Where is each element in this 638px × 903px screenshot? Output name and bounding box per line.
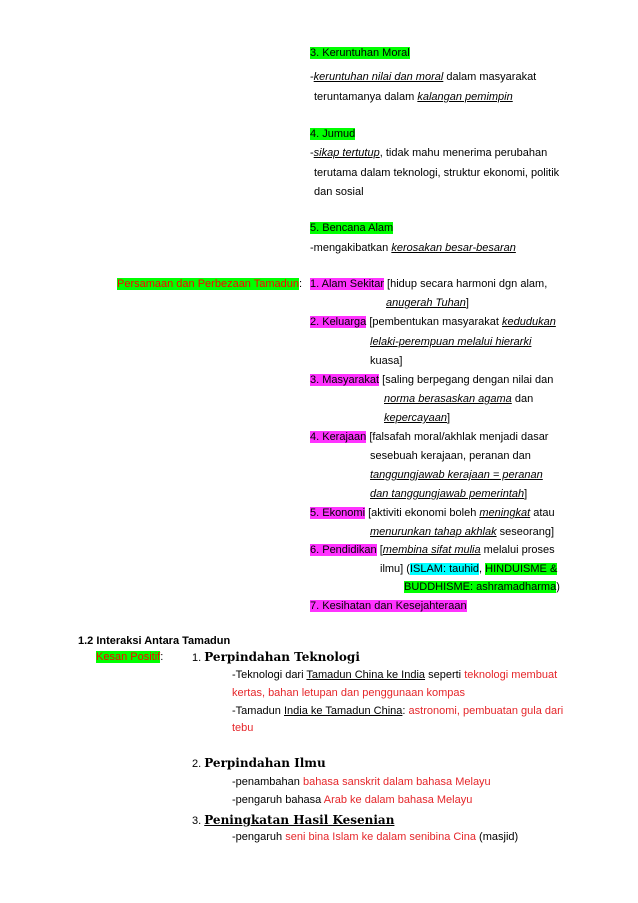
item-kesihatan: 7. Kesihatan dan Kesejahteraan <box>310 600 467 612</box>
item-pendidikan: 6. Pendidikan [membina sifat mulia melalui proses <box>310 544 555 556</box>
kesenian-line1: -pengaruh seni bina Islam ke dalam senibina Cina (masjid) <box>232 831 519 843</box>
jumud-line3: dan sosial <box>314 186 364 198</box>
item-alam-sekitar: 1. Alam Sekitar [hidup secara harmoni dgn alam, <box>310 278 548 290</box>
item-keluarga-line3: kuasa] <box>370 355 403 367</box>
item-masyarakat: 3. Masyarakat [saling berpegang dengan nilai dan <box>310 374 554 386</box>
bencana-alam-line1: -mengakibatkan kerosakan besar-besaran <box>310 242 516 254</box>
item-alam-sekitar-line2: anugerah Tuhan] <box>386 297 469 309</box>
perpindahan-teknologi-title: 1. Perpindahan Teknologi <box>192 650 360 664</box>
item-pendidikan-line3: BUDDHISME: ashramadharma) <box>404 581 560 593</box>
keruntuhan-moral-title: 3. Keruntuhan Moral <box>310 47 410 59</box>
peningkatan-kesenian-title: 3. Peningkatan Hasil Kesenian <box>192 813 395 827</box>
item-kerajaan-line3: tanggungjawab kerajaan = peranan <box>370 469 543 481</box>
item-kerajaan-line2: sesebuah kerajaan, peranan dan <box>370 450 531 462</box>
item-masyarakat-line3: kepercayaan] <box>384 412 451 424</box>
item-kerajaan-line4: dan tanggungjawab pemerintah] <box>370 488 528 500</box>
jumud-line2: terutama dalam teknologi, struktur ekonomi, politik <box>314 167 560 179</box>
item-keluarga-line2: lelaki-perempuan melalui hierarki <box>370 336 532 348</box>
jumud-line1: -sikap tertutup, tidak mahu menerima perubahan <box>310 147 548 159</box>
teknologi-line1: -Teknologi dari Tamadun China ke India seperti teknologi membuat <box>232 669 558 681</box>
item-keluarga: 2. Keluarga [pembentukan masyarakat kedudukan <box>310 316 556 328</box>
teknologi-line4: tebu <box>232 722 254 734</box>
item-masyarakat-line2: norma berasaskan agama dan <box>384 393 534 405</box>
teknologi-line3: -Tamadun India ke Tamadun China: astronomi, pembuatan gula dari <box>232 705 564 717</box>
kesan-positif-label: Kesan Positif: <box>96 651 164 663</box>
item-ekonomi-line2: menurunkan tahap akhlak seseorang] <box>370 526 555 538</box>
ilmu-line2: -pengaruh bahasa Arab ke dalam bahasa Melayu <box>232 794 473 806</box>
keruntuhan-moral-line1: -keruntuhan nilai dan moral dalam masyarakat <box>310 71 537 83</box>
item-ekonomi: 5. Ekonomi [aktiviti ekonomi boleh meningkat atau <box>310 507 555 519</box>
jumud-title: 4. Jumud <box>310 128 356 140</box>
bencana-alam-title: 5. Bencana Alam <box>310 222 394 234</box>
ilmu-line1: -penambahan bahasa sanskrit dalam bahasa Melayu <box>232 776 491 788</box>
keruntuhan-moral-line2: teruntamanya dalam kalangan pemimpin <box>314 91 513 103</box>
item-kerajaan: 4. Kerajaan [falsafah moral/akhlak menjadi dasar <box>310 431 549 443</box>
teknologi-line2: kertas, bahan letupan dan penggunaan kompas <box>232 687 466 699</box>
perpindahan-ilmu-title: 2. Perpindahan Ilmu <box>192 756 326 770</box>
section-heading-interaksi: 1.2 Interaksi Antara Tamadun <box>78 635 231 647</box>
item-pendidikan-line2: ilmu] (ISLAM: tauhid, HINDUISME & <box>380 563 558 575</box>
persamaan-label: Persamaan dan Perbezaan Tamadun: <box>117 278 303 290</box>
